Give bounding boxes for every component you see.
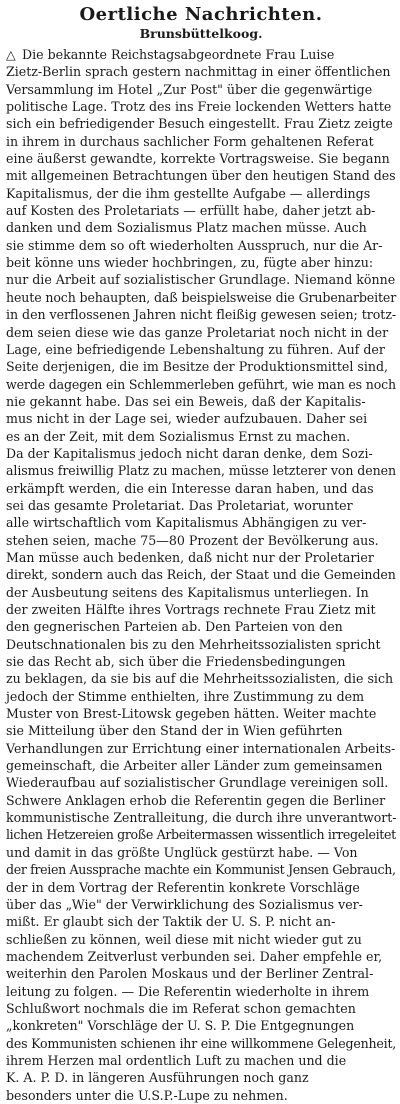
article-line: mißt. Er glaubt sich der Taktik der U. S. P. nicht an-	[6, 914, 336, 930]
article-line: nie gekannt habe. Das sei ein Beweis, daß der Kapitalis-	[6, 393, 366, 409]
article-line: eine äußerst gewandte, korrekte Vortragsweise. Sie begann	[6, 151, 390, 167]
article-line: der zweiten Hälfte ihres Vortrags rechnete Frau Zietz mit	[6, 602, 376, 617]
paragraph-marker-icon: △	[6, 47, 16, 62]
article-line: sich ein befriedigender Besuch eingestellt. Frau Zietz zeigte	[6, 116, 393, 132]
article-line: Zietz-Berlin sprach gestern nachmittag in einer öffentlichen	[6, 64, 391, 80]
article-line: sie stimme dem so oft wiederholten Ausspruch, nur die Ar-	[6, 237, 383, 253]
article-line: Verhandlungen zur Errichtung einer internationalen Arbeits-	[6, 740, 396, 756]
article-line: weiterhin den Parolen Moskaus und der Berliner Zentral-	[6, 966, 374, 982]
article-line: leitung zu folgen. — Die Referentin wiederholte in ihrem	[6, 983, 370, 999]
article-line: besonders unter die U.S.P.-Lupe zu nehmen.	[6, 1087, 288, 1103]
article-line: in den verflossenen Jahren nicht fleißig gewesen seien; trotz-	[6, 307, 397, 323]
article-body	[6, 46, 396, 1104]
article-line: K. A. P. D. in längeren Ausführungen noch ganz	[6, 1070, 309, 1086]
article-line: und damit in das größte Unglück gestürzt habe. — Von	[6, 844, 358, 860]
article-line: sei das gesamte Proletariat. Das Proletariat, worunter	[6, 497, 353, 513]
article-line-text: Die bekannte Reichstagsabgeordnete Frau Luise	[21, 47, 335, 62]
article-line: politische Lage. Trotz des ins Freie lockenden Wetters hatte	[6, 99, 392, 115]
article-line: sie Mitteilung über den Stand der in Wien geführten	[6, 723, 343, 739]
article-line: Muster von Brest-Litowsk gegeben hätten. Weiter machte	[6, 706, 377, 722]
article-line	[6, 46, 396, 63]
article-line: in ihrem in durchaus sachlicher Form gehaltenen Referat	[6, 133, 374, 149]
article-line: lichen Hetzereien große Arbeitermassen wissentlich irregeleitet	[6, 827, 396, 843]
article-line: Kapitalismus, der die ihm gestellte Aufgabe — allerdings	[6, 185, 371, 201]
article-line: Man müsse auch bedenken, daß nicht nur der Proletarier	[6, 549, 374, 565]
article-line: Deutschnationalen bis zu den Mehrheitssozialisten spricht	[6, 636, 381, 652]
article-line: Seite derjenigen, die im Besitze der Produktionsmittel sind,	[6, 359, 389, 375]
article-line: gemeinschaft, die Arbeiter aller Länder zum gemeinsamen	[6, 758, 383, 774]
article-line: der Ausbeutung seitens des Kapitalismus unterliegen. In	[6, 584, 369, 600]
article-line: nur die Arbeit auf sozialistischer Grundlage. Niemand könne	[6, 272, 396, 288]
article-line: Lage, eine befriedigende Lebenshaltung zu führen. Auf der	[6, 341, 385, 357]
article-line: stehen seien, mache 75—80 Prozent der Bevölkerung aus.	[6, 532, 379, 548]
article-line: der freien Aussprache machte ein Kommunist Jensen Gebrauch,	[6, 862, 396, 878]
article-line: alle wirtschaftlich vom Kapitalismus Abhängigen zu ver-	[6, 515, 367, 531]
article-line: es an der Zeit, mit dem Sozialismus Ernst zu machen.	[6, 428, 351, 444]
article-line: kommunistische Zentralleitung, die durch ihre unverantwort-	[6, 810, 397, 826]
location-subheading: Brunsbüttelkoog.	[139, 26, 263, 41]
article-line: mit allgemeinen Betrachtungen über den heutigen Stand des	[6, 168, 396, 184]
article-line: erkämpft werden, die ein Interesse daran haben, und das	[6, 480, 374, 496]
article-line: Versammlung im Hotel „Zur Post" über die gegenwärtige	[6, 81, 373, 97]
article-line: des Kommunisten schienen ihr eine willkommene Gelegenheit,	[6, 1035, 397, 1051]
article-line: werde dagegen ein Schlemmerleben geführt, wie man es noch	[6, 376, 396, 392]
article-line: zu beklagen, da sie bis auf die Mehrheitssozialisten, die sich	[6, 671, 394, 687]
article-line: schließen zu können, weil diese mit nicht wieder gut zu	[6, 931, 362, 947]
article-line: Schlußwort nochmals die im Referat schon gemachten	[6, 1000, 356, 1016]
article-line: sie das Recht ab, sich über die Friedensbedingungen	[6, 654, 346, 670]
article-line: auf Kosten des Proletariats — erfüllt habe, daher jetzt ab-	[6, 203, 376, 219]
article-line: machendem Zeitverlust verbunden sei. Daher empfehle er,	[6, 948, 383, 964]
article-line: danken und dem Sozialismus Platz machen müsse. Auch	[6, 220, 367, 236]
article-line: den gegnerischen Parteien ab. Den Parteien von den	[6, 619, 343, 635]
article-line: der in dem Vortrag der Referentin konkrete Vorschläge	[6, 879, 360, 895]
article-line: „konkreten" Vorschläge der U. S. P. Die Entgegnungen	[6, 1018, 355, 1034]
article-line: Wiederaufbau auf sozialistischer Grundlage vereinigen soll.	[6, 775, 389, 791]
article-line: Da der Kapitalismus jedoch nicht daran denke, dem Sozi-	[6, 445, 373, 461]
article-line: heute noch behaupten, daß beispielsweise die Grubenarbeiter	[6, 289, 397, 305]
article-line: über das „Wie" der Verwirklichung des Sozialismus ver-	[6, 896, 363, 912]
headline: Oertliche Nachrichten.	[79, 4, 323, 25]
article-line: alismus freiwillig Platz zu machen, müsse letzterer von denen	[6, 463, 396, 479]
article-line: ihrem Herzen mal ordentlich Luft zu machen und die	[6, 1052, 347, 1068]
article-line: Schwere Anklagen erhob die Referentin gegen die Berliner	[6, 792, 386, 808]
article-line: mus nicht in der Lage sei, wieder aufzubauen. Daher sei	[6, 411, 368, 427]
article-line: direkt, sondern auch das Reich, der Staat und die Gemeinden	[6, 567, 396, 583]
article-line: beit könne uns wieder hochbringen, zu, fügte aber hinzu:	[6, 255, 374, 271]
article-line: jedoch der Stimme enthielten, ihre Zustimmung zu dem	[6, 688, 365, 704]
article-line: dem seien diese wie das ganze Proletariat noch nicht in der	[6, 324, 389, 340]
